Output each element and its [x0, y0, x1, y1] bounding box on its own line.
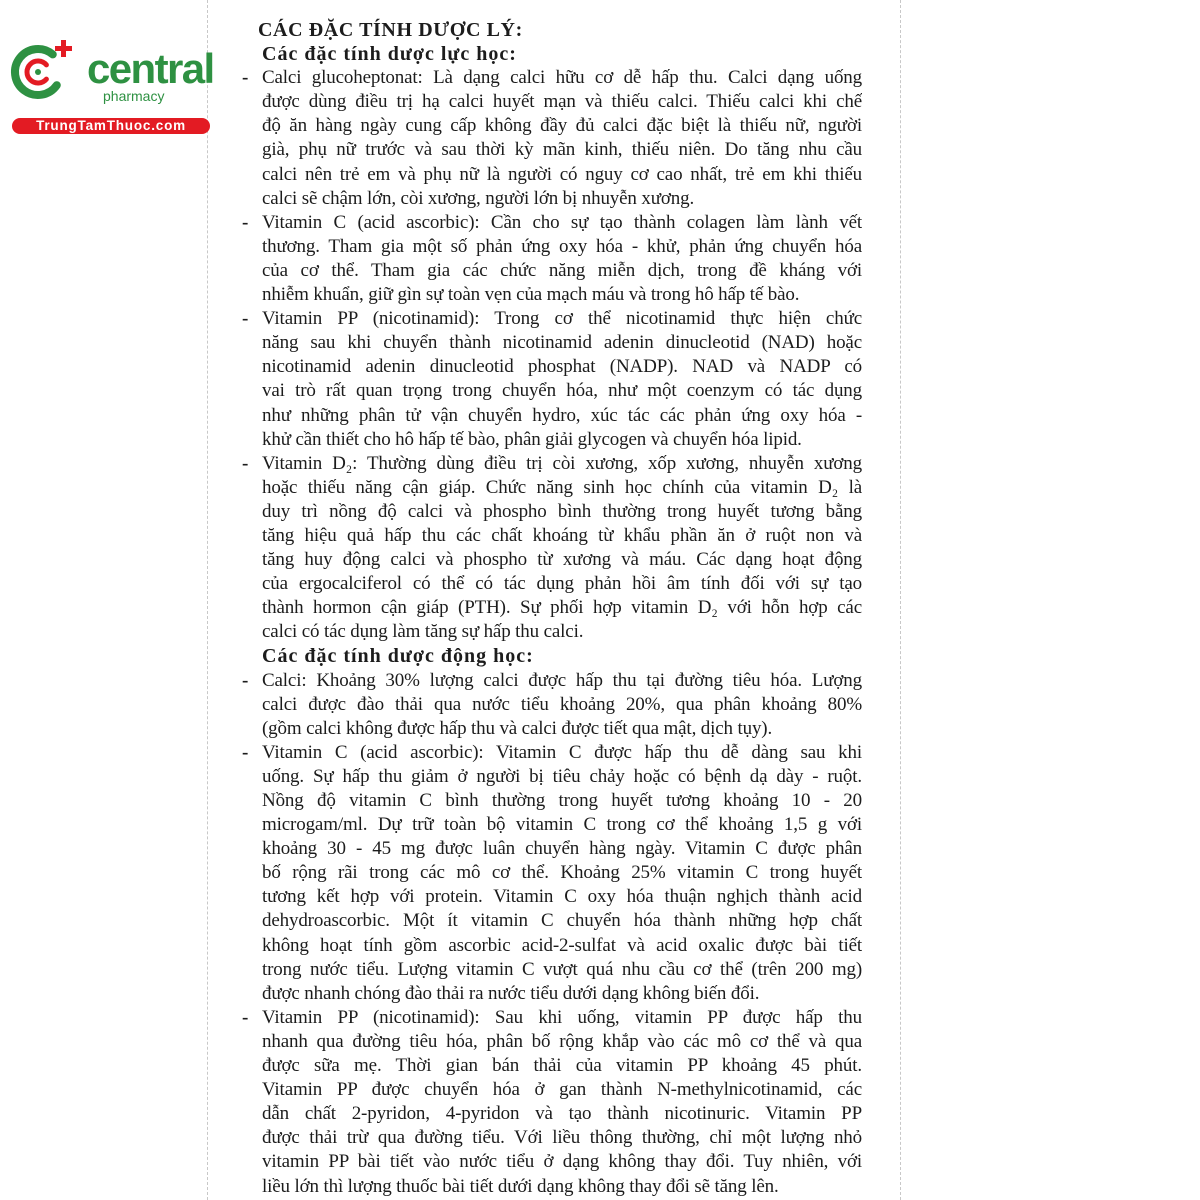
text-line: Vitamin C (acid ascorbic): Cần cho sự tạo thành colagen làm lành vết: [262, 211, 862, 233]
text-line: dẫn chất 2-pyridon, 4-pyridon và tạo thành nicotinuric. Vitamin PP: [262, 1103, 862, 1125]
text-line: độ ăn hàng ngày cung cấp không đầy đủ calci đặc biệt là thiếu nữ, người: [262, 115, 862, 137]
item-vitamin-c-pharmacodynamics: [242, 211, 862, 307]
text-line: được thải trừ qua đường tiểu. Với liều thông thường, chỉ một lượng nhỏ: [262, 1127, 862, 1149]
bullet-dash: -: [242, 308, 249, 330]
text-line: vitamin PP bài tiết vào nước tiểu ở dạng không thay đổi. Tuy nhiên, với: [262, 1151, 862, 1173]
text-line: calci sẽ chậm lớn, còi xương, người lớn bị nhuyễn xương.: [262, 187, 695, 209]
brand-name: central: [87, 45, 214, 92]
text-line: liều lớn thì lượng thuốc bài tiết dưới dạng không thay đổi sẽ tăng lên.: [262, 1175, 779, 1197]
bullet-dash: -: [242, 67, 249, 89]
bullet-dash: -: [242, 1006, 249, 1028]
website-badge: TrungTamThuoc.com: [12, 118, 210, 134]
section-title-pharmacodynamics: Các đặc tính dược lực học:: [262, 43, 517, 66]
text-line: calci có tác dụng làm tăng sự hấp thu calci.: [262, 621, 584, 643]
text-line: calci nên trẻ em và phụ nữ là người có nguy cơ cao nhất, trẻ em khi thiếu: [262, 163, 862, 185]
text-line: Calci glucoheptonat: Là dạng calci hữu cơ dễ hấp thu. Calci dạng uống: [262, 67, 862, 89]
item-vitamin-d2: [242, 452, 862, 645]
text-line: được sữa mẹ. Thời gian bán thải của vitamin PP khoảng 45 phút.: [262, 1055, 862, 1077]
text-line: Vitamin C (acid ascorbic): Vitamin C được hấp thu dễ dàng sau khi: [262, 741, 862, 763]
item-calci-glucoheptonat: [242, 66, 862, 211]
text-line: nicotinamid adenin dinucleotid phosphat (NADP). NAD và NADP có: [262, 356, 862, 378]
text-line: già, phụ nữ trước và sau thời kỳ mãn kinh, thiếu niên. Do tăng nhu cầu: [262, 139, 862, 161]
bullet-dash: -: [242, 741, 249, 763]
text-line: Vitamin PP (nicotinamid): Sau khi uống, vitamin PP được hấp thu: [262, 1006, 862, 1028]
text-line: được nhanh chóng đào thải ra nước tiểu dưới dạng không biến đổi.: [262, 982, 760, 1004]
bullet-dash: -: [242, 452, 249, 474]
text-line: duy trì nồng độ calci và phospho bình thường trong huyết tương bằng: [262, 500, 862, 522]
text-line: thương. Tham gia một số phản ứng oxy hóa - khử, phản ứng chuyển hóa: [262, 235, 862, 257]
text-line: thành hormon cận giáp (PTH). Sự phối hợp vitamin D₂ với hỗn hợp các: [262, 597, 862, 619]
item-vitamin-pp-pharmacokinetics: [242, 1006, 862, 1199]
text-line: như những phân tử vận chuyển hydro, xúc tác các phản ứng oxy hóa -: [262, 404, 862, 426]
text-line: hoặc thiếu năng cận giáp. Chức năng sinh học chính của vitamin D₂ là: [262, 476, 862, 498]
bullet-dash: -: [242, 669, 249, 691]
text-line: nhanh qua đường tiêu hóa, phân bố rộng khắp vào các mô cơ thể và qua: [262, 1030, 862, 1052]
text-line: tương kết hợp với protein. Vitamin C oxy hóa thuận nghịch thành acid: [262, 886, 862, 908]
text-line: năng sau khi chuyển thành nicotinamid adenin dinucleotid (NAD) hoặc: [262, 332, 862, 354]
text-line: tăng hiệu quả hấp thu các chất khoáng từ khẩu phần ăn ở ruột non và: [262, 524, 862, 546]
brand-tagline: pharmacy: [103, 88, 165, 104]
text-line: của cơ thể. Tham gia các chức năng miễn dịch, trong đề kháng với: [262, 259, 862, 281]
text-line: tăng huy động calci và phospho từ xương và máu. Các dạng hoạt động: [262, 549, 862, 571]
page-title: CÁC ĐẶC TÍNH DƯỢC LÝ:: [258, 19, 523, 41]
text-line: Vitamin PP (nicotinamid): Trong cơ thể nicotinamid thực hiện chức: [262, 308, 862, 330]
text-line: Nồng độ vitamin C bình thường trong huyết tương khoảng 10 - 20: [262, 790, 862, 811]
text-line: bố rộng rãi trong các mô cơ thể. Khoảng 25% vitamin C trong huyết: [262, 862, 862, 884]
leaflet-text: [242, 18, 862, 1199]
text-line: vai trò rất quan trọng trong chuyển hóa, như một coenzym có tác dụng: [262, 380, 862, 402]
item-calci-pharmacokinetics: [242, 669, 862, 741]
page-fold-line-right: [900, 0, 901, 1200]
bullet-dash: -: [242, 211, 249, 233]
text-line: microgam/ml. Dự trữ toàn bộ vitamin C trong cơ thể khoảng 1,5 g với: [262, 814, 862, 836]
text-line: khử cần thiết cho hô hấp tế bào, phân giải glycogen và chuyển hóa lipid.: [262, 428, 802, 450]
text-line: khoảng 30 - 45 mg được luân chuyển hàng ngày. Vitamin C được phân: [262, 838, 862, 860]
text-line: được dùng điều trị hạ calci huyết mạn và thiếu calci. Thiếu calci khi chế: [262, 91, 862, 113]
central-pharmacy-logo: [0, 0, 215, 140]
text-line: trong nước tiểu. Lượng vitamin C vượt quá nhu cầu cơ thể (trên 200 mg): [262, 958, 862, 980]
text-line: dehydroascorbic. Một ít vitamin C chuyển hóa thành những hợp chất: [262, 910, 862, 932]
text-line: không hoạt tính gồm ascorbic acid-2-sulfat và acid oxalic được bài tiết: [262, 934, 862, 956]
text-line: (gồm calci không được hấp thu và calci được tiết qua mật, dịch tụy).: [262, 717, 773, 739]
text-line: Vitamin PP được chuyển hóa ở gan thành N-methylnicotinamid, các: [262, 1079, 862, 1101]
text-line: calci được đào thải qua nước tiểu khoảng 20%, qua phân khoảng 80%: [262, 693, 862, 715]
page-fold-line-left: [207, 0, 208, 1200]
pharmacy-cross-c-logo-icon: [0, 0, 90, 110]
item-vitamin-c-pharmacokinetics: [242, 741, 862, 1006]
text-line: Calci: Khoảng 30% lượng calci được hấp thu tại đường tiêu hóa. Lượng: [262, 669, 862, 691]
item-vitamin-pp-pharmacodynamics: [242, 307, 862, 452]
text-line: uống. Sự hấp thu giảm ở người bị tiêu chảy hoặc có bệnh dạ dày - ruột.: [262, 765, 862, 787]
text-line: Vitamin D₂: Thường dùng điều trị còi xương, xốp xương, nhuyễn xương: [262, 452, 862, 474]
section-title-pharmacokinetics: Các đặc tính dược động học:: [262, 645, 534, 668]
text-line: nhiễm khuẩn, giữ gìn sự toàn vẹn của mạch máu và trong hô hấp tế bào.: [262, 284, 800, 306]
text-line: của ergocalciferol có thể có tác dụng phản hồi âm tính đối với sự tạo: [262, 573, 862, 595]
